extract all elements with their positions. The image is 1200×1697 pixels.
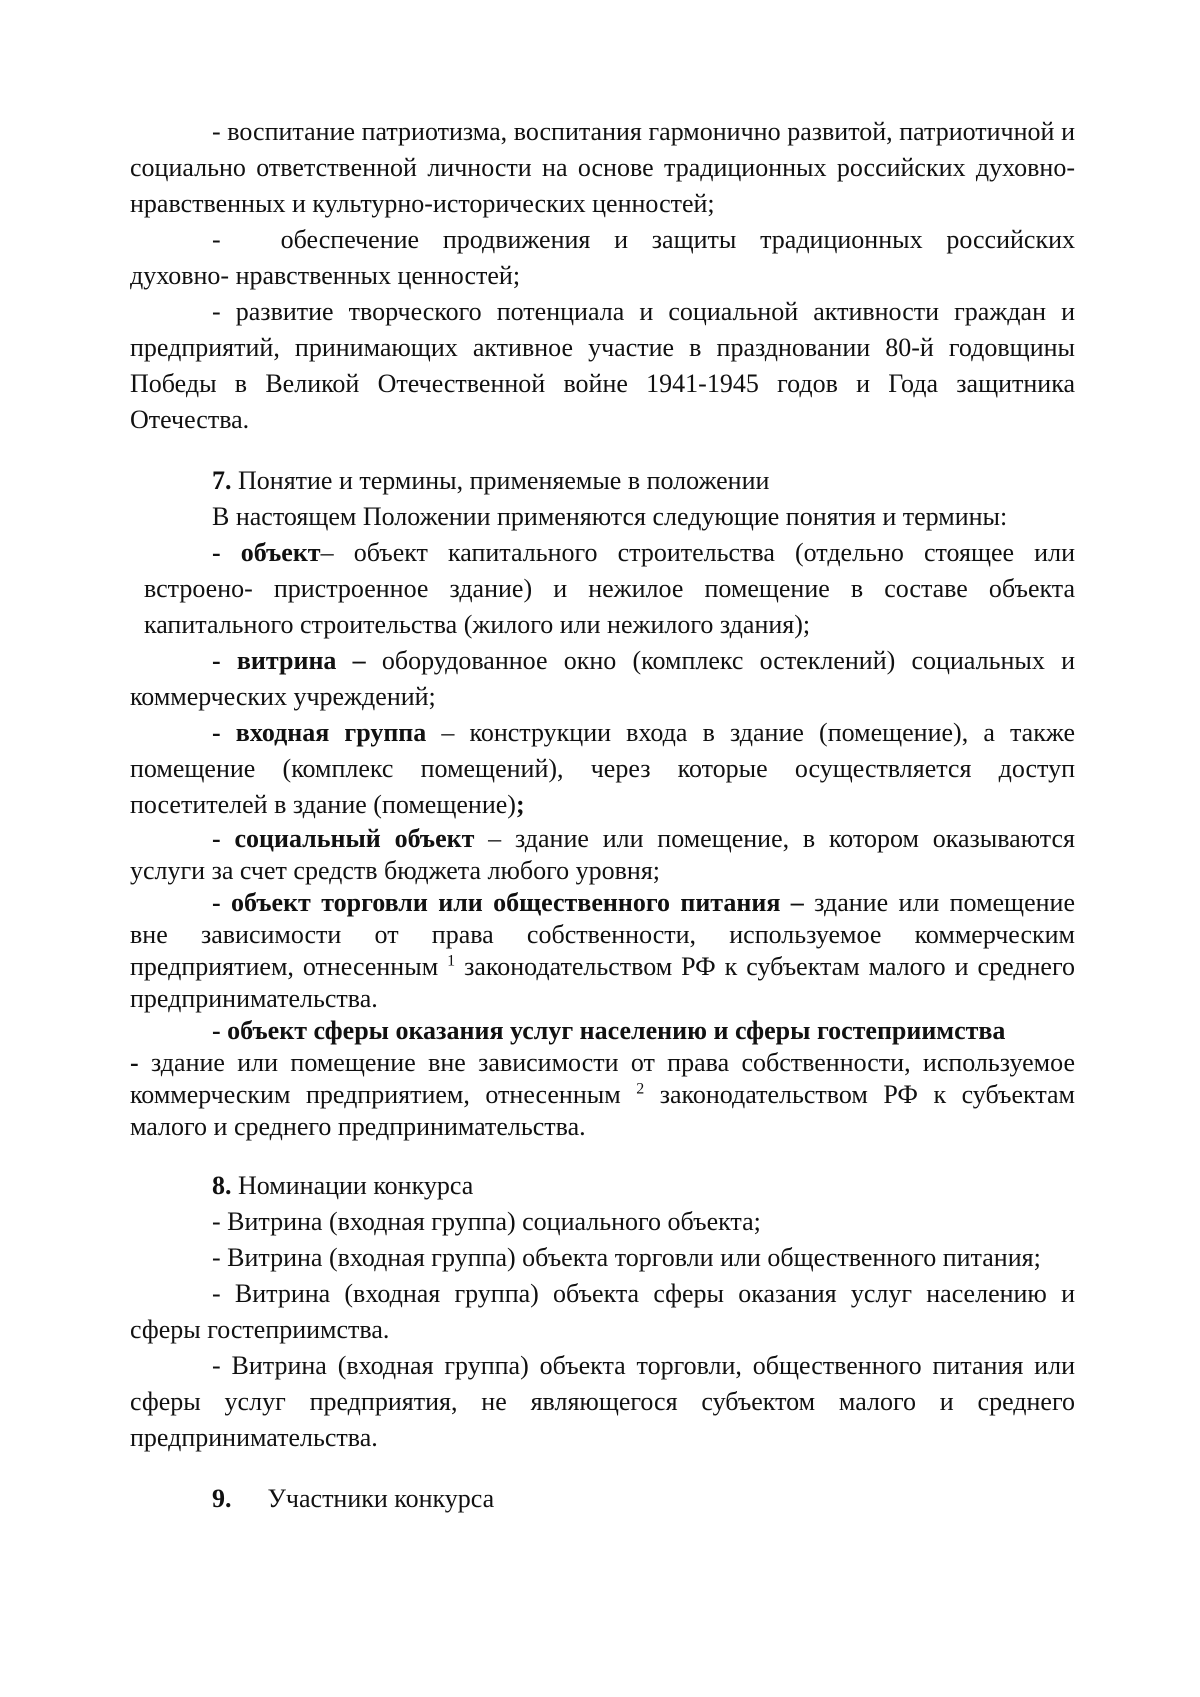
term-showcase-label: - витрина – (212, 646, 366, 675)
nomination-social: - Витрина (входная группа) социального объекта; (212, 1207, 761, 1236)
footnote-ref-1: 1 (447, 952, 456, 970)
term-services-dash: - (130, 1048, 139, 1077)
goal-patriotism: - воспитание патриотизма, воспитания гармонично развитой, патриотичной и социально ответственной личности на основе традиционных российских духовно-нравственных и культурно-исторических ценностей; (130, 117, 1075, 218)
goal-values-dash: - (212, 225, 221, 254)
term-object-label: - объект (212, 538, 321, 567)
term-object-def: – объект капитального строительства (отдельно стоящее или встроено- пристроенное здание) и нежилое помещение в составе объекта капитального строительства (жилого или нежилого здания); (144, 538, 1075, 639)
goal-creativity: - развитие творческого потенциала и социальной активности граждан и предприятий, принимающих активное участие в праздновании 80-й годовщины Победы в Великой Отечественной войне 1941-1945 годов и Года защитника Отечества. (130, 297, 1075, 434)
term-services-body (130, 1047, 1075, 1143)
nomination-trade: - Витрина (входная группа) объекта торговли или общественного питания; (212, 1243, 1041, 1272)
term-social (130, 823, 1075, 887)
term-entrance-trail: ; (515, 790, 525, 819)
term-showcase (130, 643, 1075, 715)
goal-values (130, 222, 1075, 294)
term-trade-def-b: законодательством РФ к субъектам малого и среднего предпринимательства. (130, 952, 1075, 1013)
term-entrance-def: – конструкции входа в здание (помещение), а также помещение (комплекс помещений), через которые осуществляется доступ посетителей в здание (помещение) (130, 718, 1075, 819)
section-7-intro: В настоящем Положении применяются следующие понятия и термины: (212, 502, 1008, 531)
section-7-heading (130, 463, 1075, 499)
term-social-def: – здание или помещение, в котором оказываются услуги за счет средств бюджета любого уровня; (130, 824, 1075, 885)
section-8-title: Номинации конкурса (238, 1171, 474, 1200)
term-services-label: - объект сферы оказания услуг населению и сферы гостеприимства (212, 1016, 1006, 1045)
section-9-title: Участники конкурса (267, 1484, 495, 1513)
section-8-heading (130, 1168, 1075, 1204)
goal-values-text: обеспечение продвижения и защиты традиционных российских духовно- нравственных ценностей; (130, 225, 1075, 290)
term-object (130, 535, 1075, 643)
term-entrance (130, 715, 1075, 823)
section-8-number: 8. (212, 1171, 232, 1200)
section-7-title: Понятие и термины, применяемые в положении (238, 466, 770, 495)
section-7-number: 7. (212, 466, 232, 495)
section-9-heading (130, 1481, 1075, 1517)
nomination-services: - Витрина (входная группа) объекта сферы оказания услуг населению и сферы гостеприимства. (130, 1279, 1075, 1344)
term-trade (130, 887, 1075, 1015)
term-entrance-label: - входная группа (212, 718, 427, 747)
term-trade-def-a: здание или помещение вне зависимости от права собственности, используемое коммерческим предприятием, отнесенным (130, 888, 1075, 981)
footnote-ref-2: 2 (636, 1080, 645, 1098)
term-services (130, 1015, 1075, 1047)
term-trade-label: - объект торговли или общественного питания – (212, 888, 804, 917)
section-9-number: 9. (212, 1484, 232, 1513)
term-services-def-b: законодательством РФ к субъектам малого и среднего предпринимательства. (130, 1080, 1075, 1141)
term-showcase-def: оборудованное окно (комплекс остеклений) социальных и коммерческих учреждений; (130, 646, 1075, 711)
term-services-def-a: здание или помещение вне зависимости от права собственности, используемое коммерческим предприятием, отнесенным (130, 1048, 1075, 1109)
term-social-label: - социальный объект (212, 824, 475, 853)
nomination-large-business: - Витрина (входная группа) объекта торговли, общественного питания или сферы услуг предприятия, не являющегося субъектом малого и среднего предпринимательства. (130, 1351, 1075, 1452)
